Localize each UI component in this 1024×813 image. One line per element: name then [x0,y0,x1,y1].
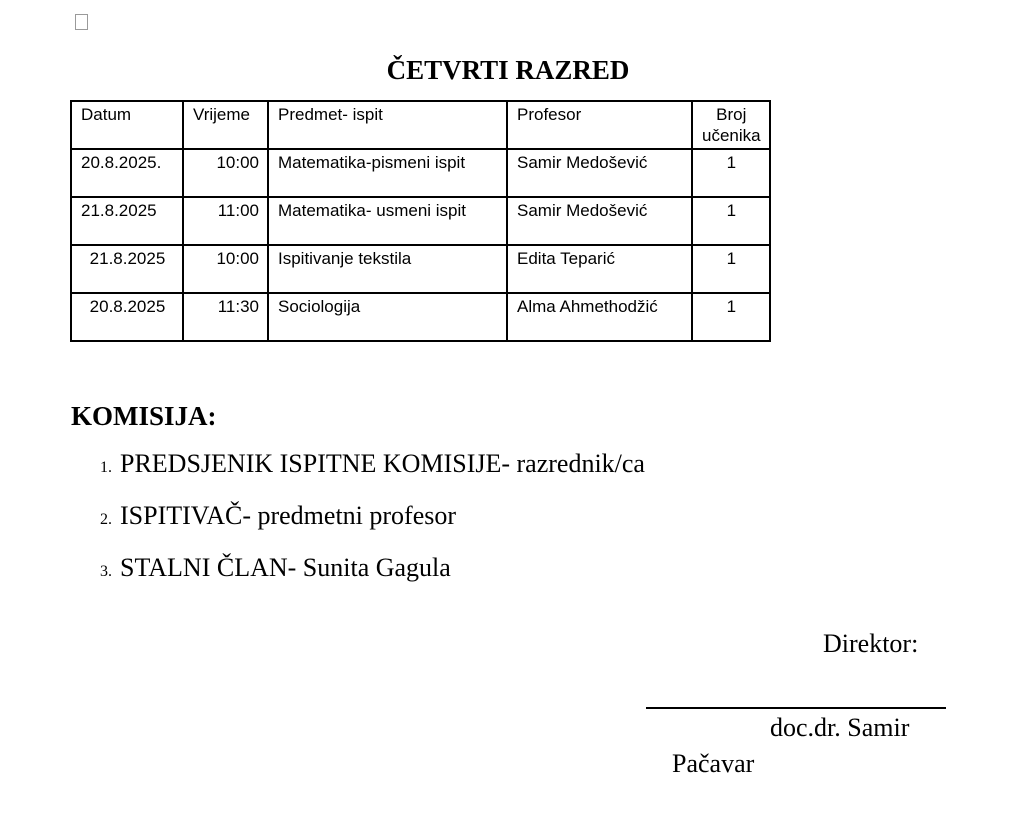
cell-count: 1 [692,149,770,197]
cell-time: 10:00 [183,245,268,293]
list-item [100,448,645,484]
signature-line [646,707,946,709]
cell-subject: Matematika- usmeni ispit [268,197,507,245]
table-row [71,293,770,341]
table-row [71,245,770,293]
cell-date: 21.8.2025 [71,197,183,245]
list-text: ISPITIVAČ- predmetni profesor [120,501,457,530]
list-number: 2. [100,511,112,528]
list-text: PREDSJENIK ISPITNE KOMISIJE- razrednik/ca [120,449,645,478]
cell-date: 20.8.2025 [71,293,183,341]
missing-image-icon [75,14,88,30]
cell-subject: Matematika-pismeni ispit [268,149,507,197]
list-item [100,552,645,588]
list-text: STALNI ČLAN- Sunita Gagula [120,553,451,582]
table-row [71,197,770,245]
komisija-list [100,448,645,604]
page-title: ČETVRTI RAZRED [386,55,630,85]
header-date: Datum [71,101,183,149]
list-number: 1. [100,459,112,476]
header-count: Broj učenika [692,101,770,149]
cell-subject: Ispitivanje tekstila [268,245,507,293]
cell-time: 10:00 [183,149,268,197]
cell-date: 21.8.2025 [71,245,183,293]
cell-time: 11:00 [183,197,268,245]
cell-count: 1 [692,293,770,341]
cell-count: 1 [692,245,770,293]
list-item [100,500,645,536]
cell-professor: Edita Teparić [507,245,692,293]
director-name-line2: Pačavar [672,749,755,778]
komisija-heading: KOMISIJA: [71,401,217,431]
cell-date: 20.8.2025. [71,149,183,197]
table-row [71,149,770,197]
director-label: Direktor: [823,629,919,658]
director-name-line1: doc.dr. Samir [770,713,910,742]
cell-time: 11:30 [183,293,268,341]
header-time: Vrijeme [183,101,268,149]
header-professor: Profesor [507,101,692,149]
cell-count: 1 [692,197,770,245]
table-header-row [71,101,770,149]
exam-schedule-table [70,100,771,342]
cell-professor: Alma Ahmethodžić [507,293,692,341]
cell-subject: Sociologija [268,293,507,341]
list-number: 3. [100,563,112,580]
cell-professor: Samir Medošević [507,197,692,245]
cell-professor: Samir Medošević [507,149,692,197]
header-subject: Predmet- ispit [268,101,507,149]
